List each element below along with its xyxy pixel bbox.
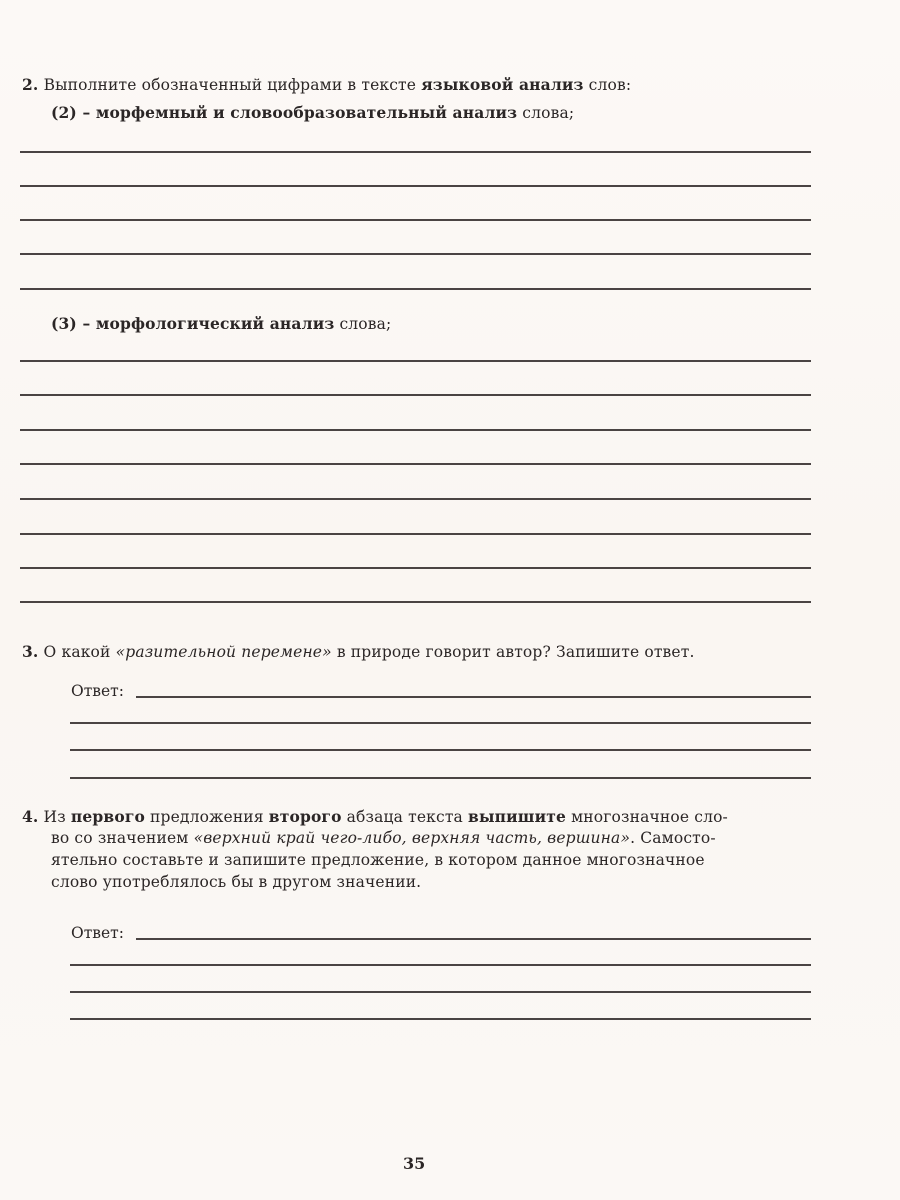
answer-line[interactable] [20, 219, 811, 221]
answer-line[interactable] [70, 991, 811, 993]
task4-number: 4. [22, 807, 39, 826]
task2-number: 2. [22, 75, 39, 94]
task4-line2 [51, 828, 716, 849]
answer-line[interactable] [20, 567, 811, 569]
task3-text-end: в природе говорит автор? Запишите ответ. [331, 643, 695, 661]
page-number: 35 [403, 1154, 426, 1173]
answer-line[interactable] [20, 253, 811, 255]
task4-text: . Самосто- [630, 829, 716, 847]
answer-line[interactable] [20, 151, 811, 153]
task2-heading [22, 74, 631, 96]
sub3-tail: слова; [334, 315, 392, 333]
answer-line[interactable] [20, 394, 811, 396]
answer-line[interactable] [136, 696, 811, 698]
task4-bold-write-out: выпишите [468, 807, 567, 826]
task3-text-start: О какой [38, 643, 116, 661]
task4-line3: ятельно составьте и запишите предложение, в котором данное многозначное [51, 851, 705, 869]
answer-line[interactable] [70, 964, 811, 966]
task3-text-italic: «разительной перемене» [115, 643, 332, 661]
answer-line[interactable] [20, 601, 811, 603]
task4-bold-first: первого [70, 807, 145, 826]
task3-number: 3. [22, 642, 39, 661]
task4-text: многозначное сло- [566, 808, 728, 826]
task2-sub3-heading [51, 313, 391, 335]
task3-answer-label: Ответ: [71, 682, 124, 700]
task4-line4: слово употреблялось бы в другом значении. [51, 873, 422, 891]
answer-line[interactable] [20, 498, 811, 500]
task2-intro-bold: языковой анализ [421, 75, 584, 94]
answer-line[interactable] [136, 938, 811, 940]
sub2-label: (2) – морфемный и словообразовательный анализ [51, 103, 518, 122]
task4-text: во со значением [51, 829, 194, 847]
answer-line[interactable] [70, 722, 811, 724]
task2-intro: Выполните обозначенный цифрами в тексте [43, 76, 422, 94]
sub3-label: (3) – морфологический анализ [51, 314, 335, 333]
task4-answer-label: Ответ: [71, 924, 124, 942]
task3-heading [22, 641, 695, 663]
task4-definition-italic: «верхний край чего-либо, верхняя часть, вершина» [193, 829, 631, 847]
task2-intro-end: слов: [583, 76, 632, 94]
answer-line[interactable] [70, 749, 811, 751]
answer-line[interactable] [20, 429, 811, 431]
sub2-tail: слова; [517, 104, 575, 122]
task4-text: Из [38, 808, 71, 826]
task4-bold-second: второго [268, 807, 342, 826]
answer-line[interactable] [70, 1018, 811, 1020]
answer-line[interactable] [20, 533, 811, 535]
task4-text: абзаца текста [341, 808, 469, 826]
answer-line[interactable] [20, 463, 811, 465]
answer-line[interactable] [20, 288, 811, 290]
task2-sub2-heading [51, 102, 574, 124]
task4-text: предложения [144, 808, 269, 826]
answer-line[interactable] [20, 185, 811, 187]
answer-line[interactable] [70, 777, 811, 779]
answer-line[interactable] [20, 360, 811, 362]
task4-line1 [22, 806, 728, 828]
